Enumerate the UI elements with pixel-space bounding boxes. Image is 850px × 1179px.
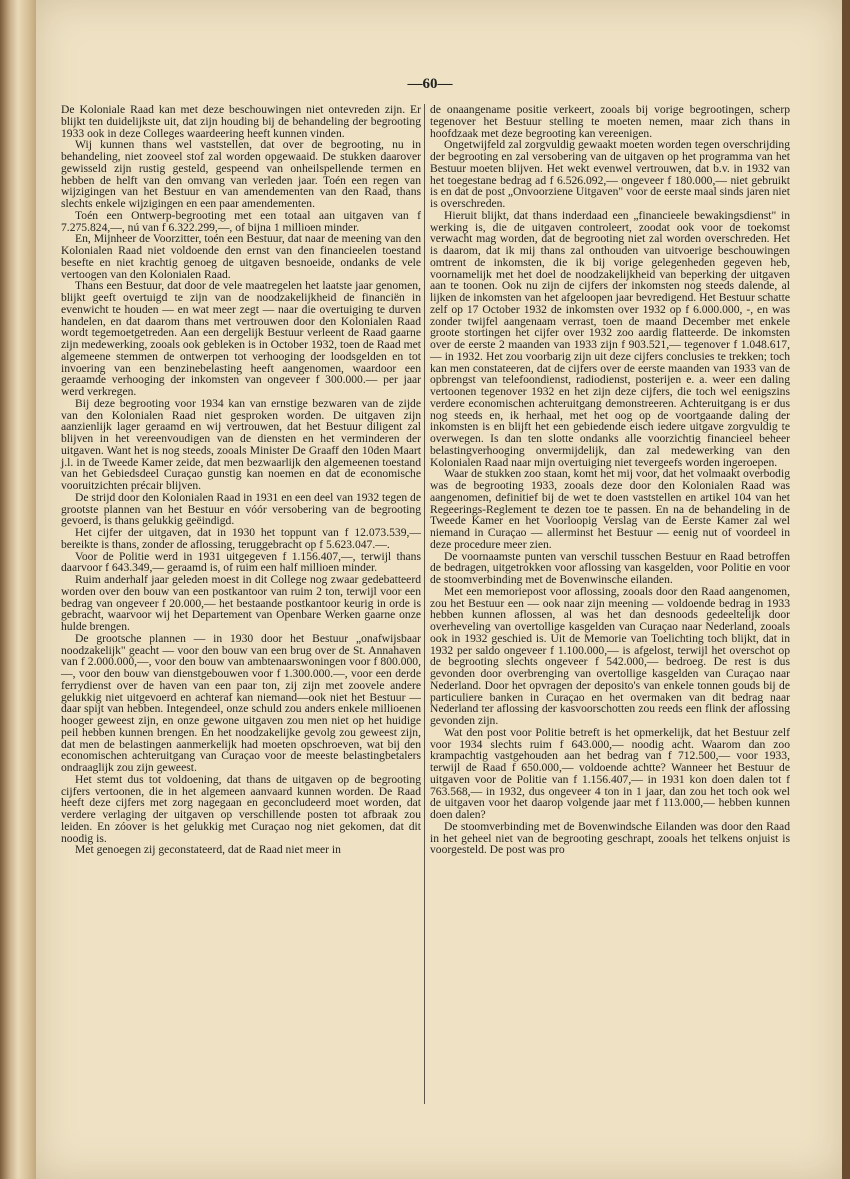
paragraph: Het stemt dus tot voldoening, dat thans de uitgaven op de begrooting cijfers vertoonen, die in het algemeen aanvaard kunnen worden. De Raad heeft deze cijfers met zorg nagegaan en geconcludeerd moet worden, dat verdere verlaging der uitgaven op verschillende posten tot afbraak zou leiden. En zóover is het gelukkig met Curaçao nog niet gekomen, dat dit noodig is. — [61, 772, 421, 845]
right-column — [430, 104, 790, 856]
page-edge-shadow — [842, 0, 850, 1179]
page-number: —60— — [407, 76, 453, 92]
paragraph: De Koloniale Raad kan met deze beschouwingen niet ontevreden zijn. Er blijkt ten duidelijkste uit, dat zijn houding bij de behandeling der begrooting 1933 ook in deze Colleges waardeering heeft kunnen vinden. — [61, 103, 421, 140]
paragraph: Ongetwijfeld zal zorgvuldig gewaakt moeten worden tegen overschrijding der begrooting en zal versobering van de uitgaven op het programma van het Bestuur moeten blijven. Het wekt evenwel vertrouwen, dat b.v. in 1932 van het toegestane bedrag ad f 6.526.092,— ongeveer f 180.000,— niet gebruikt is en dat de post „Onvoorziene Uitgaven" voor de eerste maal sinds jaren niet is overschreden. — [430, 138, 790, 210]
paragraph: Met een memoriepost voor aflossing, zooals door den Raad aangenomen, zou het Bestuur een — ook naar zijn meening — voldoende bedrag in 1933 hebben kunnen aflossen, al was het dan desnoods gedeeltelijk door overheveling van overtollige kasgelden van Curaçao naar Nederland, zooals ook in 1932 geschied is. Uit de Memorie van Toelichting toch blijkt, dat in 1932 per saldo ongeveer f 1.100.000,— is afgelost, terwijl het overschot op de begrooting slechts ongeveer f 542.000,— bedroeg. De rest is dus gevonden door overbrenging van overtollige kasgelden van Curaçao naar Nederland. Door het opvragen der deposito's van enkele tonnen gouds bij de particuliere banken in Curaçao en het overmaken van dit bedrag naar Nederland ter aflossing der kasvoorschotten zou reeds een flink der aflossing gevonden zijn. — [430, 584, 790, 727]
paragraph: De stoomverbinding met de Bovenwindsche Eilanden was door den Raad in het geheel niet van de begrooting geschrapt, zooals het telkens onjuist is voorgesteld. De post was pro — [430, 819, 790, 857]
paragraph: De voornaamste punten van verschil tusschen Bestuur en Raad betroffen de bedragen, uitgetrokken voor aflossing van kasgelden, voor Politie en voor de stoomverbinding met de Bovenwinsche eilanden. — [430, 549, 790, 586]
paragraph: Met genoegen zij geconstateerd, dat de Raad niet meer in — [75, 843, 341, 857]
paragraph: Voor de Politie werd in 1931 uitgegeven f 1.156.407,—, terwijl thans daarvoor f 643.349,— geraamd is, of ruim een half millioen minder. — [61, 549, 421, 575]
left-column — [61, 104, 421, 856]
paragraph: de onaangename positie verkeert, zooals bij vorige begrootingen, scherp tegenover het Bestuur stelling te moeten nemen, maar zich thans in hoofdzaak met deze begrooting kan vereenigen. — [430, 103, 790, 140]
paragraph: Hieruit blijkt, dat thans inderdaad een „financieele bewakingsdienst" in werking is, die de uitgaven controleert, zoodat ook voor de toekomst verwacht mag worden, dat de begrooting niet zal worden overschreden. Het is daarom, dat ik mij thans zal onthouden van uitvoerige beschouwingen omtrent de inkomsten, die ik bij vorige gelegenheden gegeven heb, voornamelijk met het doel de noodzakelijkheid van beperking der uitgaven aan te toonen. Ook nu zijn de cijfers der inkomsten nog steeds dalende, al lijken de inkomsten van het afgeloopen jaar bevredigend. Het Bestuur schatte zelf op 17 October 1932 de inkomsten over 1932 op f 6.000.000, -, en was zonder twijfel aangenaam verrast, toen de maand December met enkele groote stortingen het cijfer over 1932 zoo aardig flatteerde. De inkomsten over de eerste 2 maanden van 1933 zijn f 903.521,— tegenover f 1.048.617,— in 1932. Het zou voorbarig zijn uit deze cijfers conclusies te trekken; toch kan men constateeren, dat de cijfers over de eerste maanden van 1933 van de opbrengst van telefoondienst, radiodienst, posterijen e. a. weer een daling vertoonen tegenover 1932 en het zijn deze cijfers, die toch wel eenigszins verdere economischen achteruitgang demonstreeren. Achteruitgang is er dus nog steeds en, ik herhaal, met het oog op de voortgaande daling der inkomsten is en blijft het een gebiedende eisch iedere uitgave zorgvuldig te overwegen. Is dan ten slotte ondanks alle voorzichtig financieel beheer belastingverhooging onvermijdelijk, dan zal medewerking van den Kolonialen Raad naar mijn overtuiging niet tevergeefs worden ingeroepen. — [430, 208, 790, 469]
book-spine — [0, 0, 36, 1179]
paragraph: De grootsche plannen — in 1930 door het Bestuur „onafwijsbaar noodzakelijk" geacht — voor den bouw van een brug over de St. Annahaven van f 2.000.000,—, voor den bouw van ambtenaarswoningen voor f 800.000,—, voor den bouw van dienstgebouwen voor f 1.300.000.—, voor een derde ferrydienst over de haven van een paar ton, zij zijn met zoovele andere gelukkig niet uitgevoerd en achteraf kan niemand—ook niet het Bestuur — daar spijt van hebben. Integendeel, onze schuld zou anders enkele millioenen hooger geweest zijn, en onze gewone uitgaven zou men niet op het huidige peil hebben kunnen brengen. En het noodzakelijke gevolg zou geweest zijn, dat men de belastingen aanmerkelijk had moeten opschroeven, wat bij den economischen achteruitgang van Curaçao voor de meeste belastingbetalers ondraaglijk zou zijn geweest. — [61, 631, 421, 774]
paragraph: Bij deze begrooting voor 1934 kan van ernstige bezwaren van de zijde van den Kolonialen Raad niet gesproken worden. De uitgaven zijn aanzienlijk lager geraamd en wij vertrouwen, dat het Bestuur diligent zal blijven in het vereenvoudigen van de diensten en het verminderen der uitgaven. Want het is nog steeds, zooals Minister De Graaff den 10den Maart j.l. in de Tweede Kamer zeide, dat men bezwaarlijk den algemeenen toestand van het Gebiedsdeel Curaçao gunstig kan noemen en dat de economische vooruitzichten précair blijven. — [61, 396, 421, 492]
paragraph: En, Mijnheer de Voorzitter, toén een Bestuur, dat naar de meening van den Kolonialen Raad niet voldoende den ernst van den financieelen toestand besefte en niet krachtig genoeg de uitgaven besnoeide, ondanks de vele vertoogen van den Kolonialen Raad. — [61, 232, 421, 281]
paragraph: Waar de stukken zoo staan, komt het mij voor, dat het volmaakt overbodig was de begrooting 1933, zooals deze door den Kolonialen Raad was aangenomen, definitief bij de wet te doen vaststellen en artikel 104 van het Regeerings-Reglement te dezen toe te passen. En na de behandeling in de Tweede Kamer en het Voorloopig Verslag van de Eerste Kamer zal wel niemand in Curaçao — allerminst het Bestuur — eenig nut of voordeel in deze procedure meer zien. — [430, 467, 790, 551]
paragraph: Toén een Ontwerp-begrooting met een totaal aan uitgaven van f 7.275.824,—, nú van f 6.322.299,—, of bijna 1 millioen minder. — [61, 208, 421, 234]
paragraph: De strijd door den Kolonialen Raad in 1931 en een deel van 1932 tegen de grootste plannen van het Bestuur en vóór versobering van de begrooting gevoerd, is thans gelukkig geëindigd. — [61, 490, 421, 528]
paragraph: Wat den post voor Politie betreft is het opmerkelijk, dat het Bestuur zelf voor 1934 slechts ruim f 643.000,— noodig acht. Waarom dan zoo krampachtig vastgehouden aan het bedrag van f 712.500,— voor 1933, terwijl de Raad f 650.000,— voldoende achtte? Wanneer het Bestuur de uitgaven voor de Politie van f 1.156.407,— in 1931 kon doen dalen tot f 763.568,— in 1932, dus ongeveer 4 ton in 1 jaar, dan zou het toch ook wel de uitgaven voor het daarop volgende jaar met f 113.000,— hebben kunnen doen dalen? — [430, 725, 790, 821]
paragraph: Thans een Bestuur, dat door de vele maatregelen het laatste jaar genomen, blijkt geeft overtuigd te zijn van de noodzakelijkheid de financiën in evenwicht te houden — en wat meer zegt — naar die overtuiging te durven handelen, en dat daarom thans met vertrouwen door den Kolonialen Raad wordt tegemoetgetreden. Aan een dergelijk Bestuur verleent de Raad gaarne zijn medewerking, zooals ook gebleken is in October 1932, toen de Raad met algemeene stemmen de ontwerpen tot verhooging der loodsgelden en tot invoering van een benzinebelasting heeft aangenomen, waardoor een geraamde verhooging der inkomsten van ongeveer f 300.000.— per jaar werd verkregen. — [61, 279, 421, 398]
column-divider — [424, 104, 425, 1104]
paragraph: Wij kunnen thans wel vaststellen, dat over de begrooting, nu in behandeling, niet zooveel stof zal worden opgewaaid. De stukken daarover gewisseld zijn rustig gesteld, gespeend van onheilspellende termen en hebben de helft van den omvang van verleden jaar. Toén een regen van wijzigingen van het Bestuur en van amendementen van den Raad, thans slechts enkele wijzigingen en een paar amendementen. — [61, 138, 421, 210]
paragraph: Het cijfer der uitgaven, dat in 1930 het toppunt van f 12.073.539,— bereikte is thans, zonder de aflossing, teruggebracht op f 5.623.047.—. — [61, 526, 421, 551]
paragraph: Ruim anderhalf jaar geleden moest in dit College nog zwaar gedebatteerd worden over den bouw van een postkantoor van ruim 2 ton, terwijl voor een bedrag van ongeveer f 20.000,— het bestaande postkantoor keurig in orde is gebracht, waarvoor wij het Departement van Openbare Werken gaarne onze hulde brengen. — [61, 573, 421, 633]
